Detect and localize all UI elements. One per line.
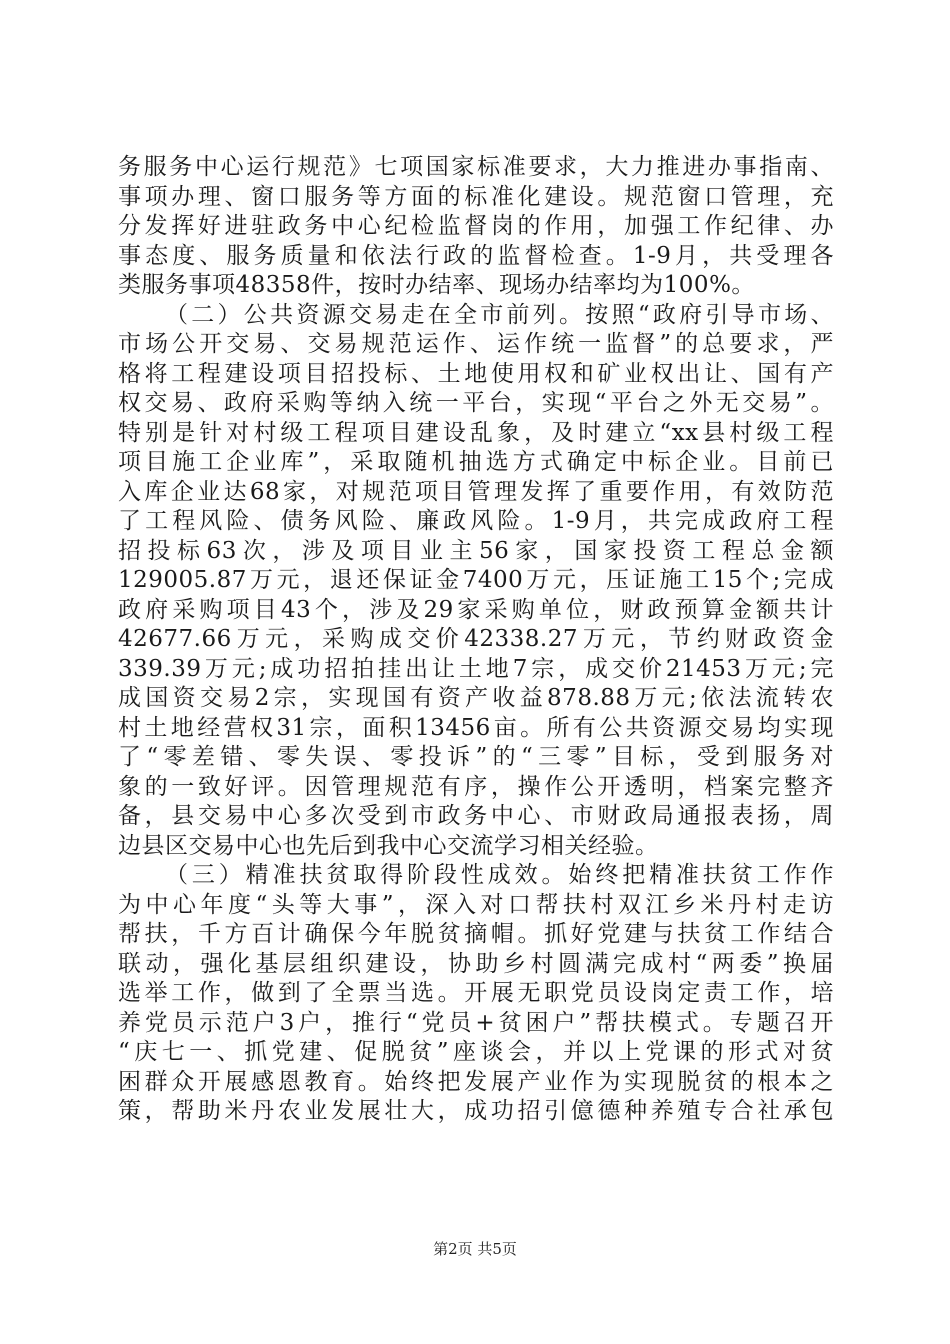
text-line: 成国资交易2宗，实现国有资产收益878.88万元;依法流转农 [118,685,834,711]
text-line: 了“零差错、零失误、零投诉”的“三零”目标，受到服务对 [118,744,834,770]
text-line: 招投标63次，涉及项目业主56家，国家投资工程总金额 [118,537,834,564]
document-body [118,153,834,1127]
text-line: 事项办理、窗口服务等方面的标准化建设。规范窗口管理，充 [118,183,834,210]
text-line: 129005.87万元，退还保证金7400万元，压证施工15个;完成 [118,567,834,593]
text-line: 入库企业达68家，对规范项目管理发挥了重要作用，有效防范 [118,478,834,505]
text-line: 市场公开交易、交易规范运作、运作统一监督”的总要求，严 [118,331,834,357]
text-line: 策，帮助米丹农业发展壮大，成功招引億德种养殖专合社承包 [118,1098,834,1124]
text-line: 养党员示范户3户，推行“党员+贫困户”帮扶模式。专题召开 [118,1009,834,1036]
text-line: 特别是针对村级工程项目建设乱象，及时建立“xx县村级工程 [118,419,834,446]
text-line: 选举工作，做到了全票当选。开展无职党员设岗定责工作，培 [118,980,834,1006]
text-line: 边县区交易中心也先后到我中心交流学习相关经验。 [118,832,659,859]
text-line: （三）精准扶贫取得阶段性成效。始终把精准扶贫工作作 [165,862,834,888]
text-line: 了工程风险、债务风险、廉政风险。1-9月，共完成政府工程 [118,508,834,534]
text-line: 分发挥好进驻政务中心纪检监督岗的作用，加强工作纪律、办 [118,213,834,239]
text-line: 困群众开展感恩教育。始终把发展产业作为实现脱贫的根本之 [118,1068,834,1095]
text-line: 项目施工企业库”，采取随机抽选方式确定中标企业。目前已 [118,449,834,475]
text-line: “庆七一、抓党建、促脱贫”座谈会，并以上党课的形式对贫 [118,1039,834,1065]
text-line: 格将工程建设项目招投标、土地使用权和矿业权出让、国有产 [118,360,834,387]
text-line: 帮扶，千方百计确保今年脱贫摘帽。抓好党建与扶贫工作结合 [118,921,834,947]
text-line: 村土地经营权31宗，面积13456亩。所有公共资源交易均实现 [118,714,834,741]
text-line: 事态度、服务质量和依法行政的监督检查。1-9月，共受理各 [118,242,834,269]
text-line: 政府采购项目43个，涉及29家采购单位，财政预算金额共计 [118,596,834,623]
text-line: 类服务事项48358件，按时办结率、现场办结率均为100%。 [118,272,755,298]
text-line: 联动，强化基层组织建设，协助乡村圆满完成村“两委”换届 [118,950,834,977]
text-line: 象的一致好评。因管理规范有序，操作公开透明，档案完整齐 [118,773,834,800]
text-line: 务服务中心运行规范》七项国家标准要求，大力推进办事指南、 [118,154,834,180]
text-line: 权交易、政府采购等纳入统一平台，实现“平台之外无交易”。 [118,390,834,416]
page-number-footer: 第2页 共5页 [433,1240,517,1258]
text-line: 备，县交易中心多次受到市政务中心、市财政局通报表扬，周 [118,803,834,829]
text-line: 339.39万元;成功招拍挂出让土地7宗，成交价21453万元;完 [118,655,834,682]
text-line: 42677.66万元，采购成交价42338.27万元，节约财政资金 [118,626,834,652]
text-line: （二）公共资源交易走在全市前列。按照“政府引导市场、 [165,301,834,328]
text-line: 为中心年度“头等大事”，深入对口帮扶村双江乡米丹村走访 [118,891,834,918]
